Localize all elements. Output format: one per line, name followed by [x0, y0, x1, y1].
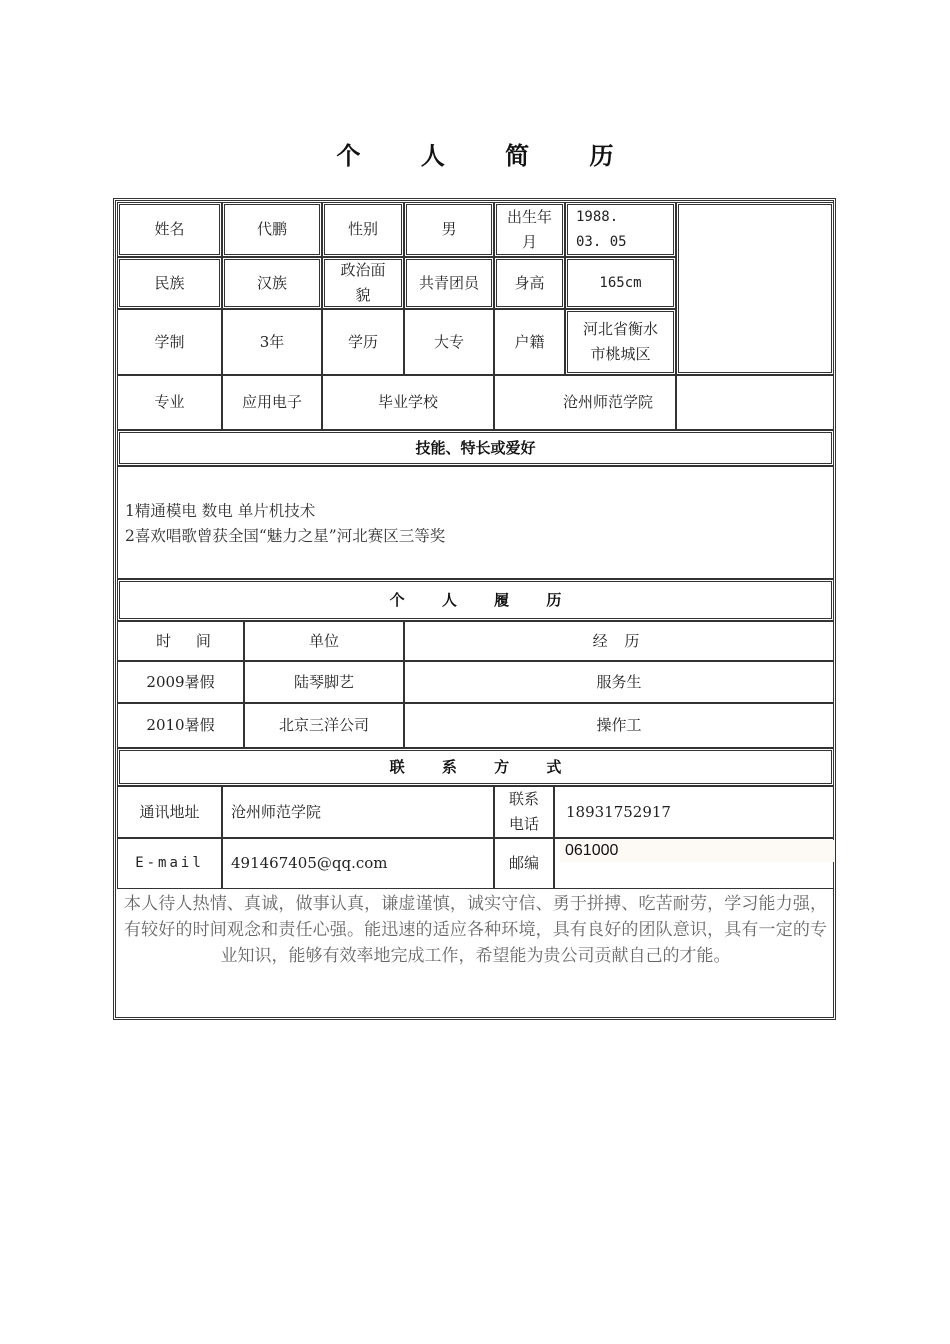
phone-label: 联系电话 [494, 786, 554, 838]
page-title: 个 人 简 历 [336, 141, 640, 170]
name-value: 代鹏 [222, 202, 322, 257]
height-value: 165cm [565, 257, 676, 309]
political-label: 政治面貌 [322, 257, 404, 309]
ethnicity-label: 民族 [117, 257, 222, 309]
birth-value-line1: 1988. [576, 208, 619, 225]
history-col-experience: 经 历 [404, 621, 834, 661]
gender-value: 男 [404, 202, 494, 257]
birth-label: 出生年月 [494, 202, 565, 257]
address-value: 沧州师范学院 [222, 786, 494, 838]
blank-cell [676, 375, 834, 430]
history-row-2-time: 2010暑假 [117, 703, 244, 748]
history-col-time: 时 间 [117, 621, 244, 661]
contact-heading: 联 系 方 式 [117, 748, 834, 786]
phone-value: 18931752917 [554, 786, 834, 838]
self-evaluation: 本人待人热情、真诚，做事认真，谦虚谨慎，诚实守信、勇于拼搏、吃苦耐劳，学习能力强，有较好的时间观念和责任心强。能迅速的适应各种环境，具有良好的团队意识，具有一定的专业知识，能够有效率地完成工作，希望能为贵公司贡献自己的才能。 [124, 894, 827, 966]
zip-value: 061000 [560, 840, 835, 862]
history-row-2-experience: 操作工 [404, 703, 834, 748]
education-label: 学历 [322, 309, 404, 375]
birth-value-line2: 03. 05 [576, 233, 627, 250]
photo-cell [676, 202, 834, 375]
hukou-value: 河北省衡水市桃城区 [565, 309, 676, 375]
history-row-2-unit: 北京三洋公司 [244, 703, 404, 748]
address-label: 通讯地址 [117, 786, 222, 838]
ethnicity-value: 汉族 [222, 257, 322, 309]
height-label: 身高 [494, 257, 565, 309]
history-row-1-time: 2009暑假 [117, 661, 244, 703]
major-value: 应用电子 [222, 375, 322, 430]
zip-label: 邮编 [494, 838, 554, 889]
school-value: 沧州师范学院 [494, 375, 676, 430]
email-value: 491467405@qq.com [222, 838, 494, 889]
skills-line-2: 2喜欢唱歌曾获全国“魅力之星”河北赛区三等奖 [125, 527, 446, 545]
skills-line-1: 1精通模电 数电 单片机技术 [125, 502, 316, 520]
education-value: 大专 [404, 309, 494, 375]
hukou-label: 户籍 [494, 309, 565, 375]
history-row-1-unit: 陆琴脚艺 [244, 661, 404, 703]
major-label: 专业 [117, 375, 222, 430]
history-heading: 个 人 履 历 [117, 579, 834, 621]
political-value: 共青团员 [404, 257, 494, 309]
skills-heading: 技能、特长或爱好 [117, 430, 834, 466]
history-row-1-experience: 服务生 [404, 661, 834, 703]
birth-value [565, 202, 676, 257]
skills-content [117, 466, 834, 579]
gender-label: 性别 [322, 202, 404, 257]
email-label: E-mail [117, 838, 222, 889]
name-label: 姓名 [117, 202, 222, 257]
schooling-label: 学制 [117, 309, 222, 375]
schooling-value: 3年 [222, 309, 322, 375]
history-col-unit: 单位 [244, 621, 404, 661]
school-label: 毕业学校 [322, 375, 494, 430]
